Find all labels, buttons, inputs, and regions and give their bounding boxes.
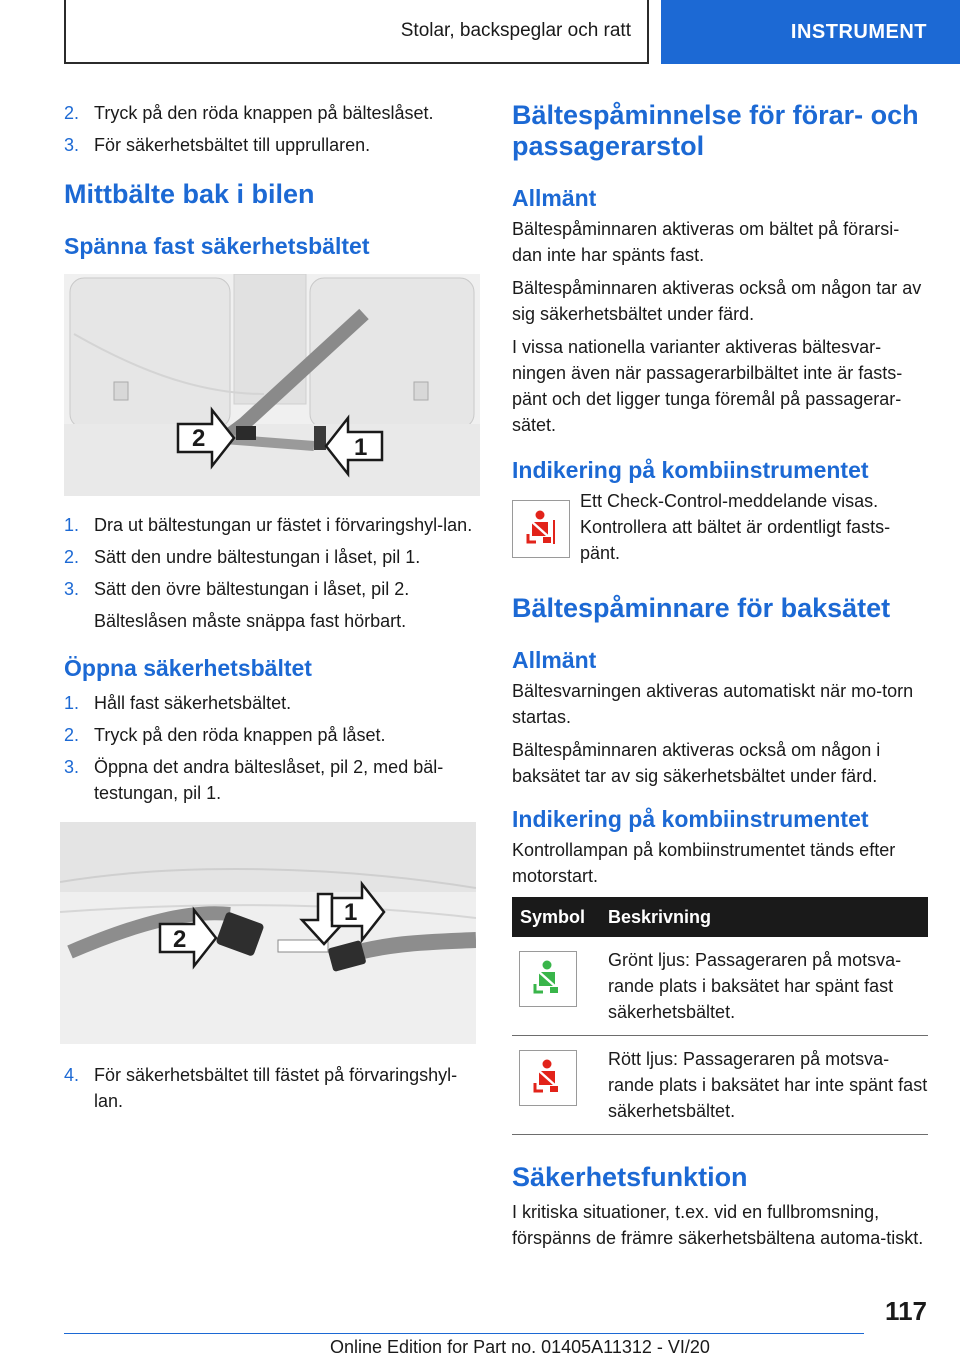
indicator-row	[512, 488, 928, 566]
seatbelt-green-icon	[519, 951, 577, 1007]
step-number: 1.	[64, 515, 80, 535]
list-item	[64, 754, 482, 806]
list-item	[64, 100, 482, 126]
body-paragraph: Kontrollampan på kombiinstrumentet tänds efter motorstart.	[512, 840, 896, 886]
step-number: 2.	[64, 103, 80, 123]
symbol-cell	[512, 1036, 604, 1135]
right-column	[512, 100, 928, 1258]
figure-label-1: 1	[354, 434, 368, 461]
step-text: Öppna det andra bälteslåset, pil 2, med bäl-testungan, pil 1.	[94, 757, 444, 803]
step-number: 1.	[64, 693, 80, 713]
step-number: 3.	[64, 757, 80, 777]
footer-divider	[64, 1333, 864, 1334]
list-item	[64, 544, 482, 570]
edition-text: Online Edition for Part no. 01405A11312 - VI/20	[330, 1337, 710, 1357]
heading-center-belt: Mittbälte bak i bilen	[64, 179, 315, 209]
table-header-row	[512, 897, 928, 937]
subheading-general: Allmänt	[512, 647, 597, 673]
figure-label-2: 2	[173, 926, 187, 953]
list-item	[64, 690, 482, 716]
step-number: 3.	[64, 579, 80, 599]
step-text: Dra ut bältestungan ur fästet i förvaringshyl-lan.	[94, 515, 473, 535]
table-row	[512, 937, 928, 1036]
left-column	[64, 100, 482, 1120]
figure-label-1: 1	[344, 899, 358, 926]
section-title: Stolar, backspeglar och ratt	[400, 20, 631, 41]
column-header-description: Beskrivning	[604, 897, 928, 937]
step-text: För säkerhetsbältet till upprullaren.	[94, 135, 371, 155]
step-number: 2.	[64, 547, 80, 567]
body-paragraph: Bältespåminnaren aktiveras också om någon i baksätet tar av sig säkerhetsbältet under färd.	[512, 740, 881, 786]
column-header-symbol: Symbol	[512, 897, 604, 937]
seatbelt-red-icon	[519, 1050, 577, 1106]
chapter-title: INSTRUMENT	[790, 20, 927, 43]
heading-open-belt: Öppna säkerhetsbältet	[64, 655, 312, 681]
figure-label-2: 2	[192, 425, 206, 452]
step-text: Sätt den övre bältestungan i låset, pil 2.	[94, 579, 410, 599]
heading-rear-reminder: Bältespåminnare för baksätet	[512, 593, 891, 623]
seatbelt-warning-icon	[512, 500, 570, 558]
page-number: 117	[885, 1296, 927, 1326]
list-item	[64, 1062, 482, 1114]
step-number: 2.	[64, 725, 80, 745]
step-text: Tryck på den röda knappen på bälteslåset.	[94, 103, 434, 123]
heading-fasten-belt: Spänna fast säkerhetsbältet	[64, 233, 370, 259]
fasten-note: Bälteslåsen måste snäppa fast hörbart.	[94, 611, 407, 631]
subheading-indicator: Indikering på kombiinstrumentet	[512, 457, 869, 483]
chapter-tab[interactable]	[661, 0, 960, 64]
body-paragraph: Bältespåminnaren aktiveras också om någon tar av sig säkerhetsbältet under färd.	[512, 278, 922, 324]
body-paragraph: I kritiska situationer, t.ex. vid en fullbromsning, förspänns de främre säkerhetsbältena automa-tiskt.	[512, 1202, 924, 1248]
seatbelt-open-figure	[60, 822, 476, 1044]
step-number: 3.	[64, 135, 80, 155]
heading-driver-reminder: Bältespåminnelse för förar- och passagerarstol	[512, 100, 919, 161]
list-item	[64, 512, 482, 538]
body-paragraph: I vissa nationella varianter aktiveras bältesvar-ningen även när passagerarbilbältet inte är fasts-pänt och det ligger tunga föremål på passagerar-sätet.	[512, 337, 903, 435]
body-paragraph: Bältesvarningen aktiveras automatiskt när mo-torn startas.	[512, 681, 914, 727]
list-item	[64, 722, 482, 748]
section-tab[interactable]	[64, 0, 649, 64]
description-cell: Grönt ljus: Passageraren på motsva-rande plats i baksätet har spänt fast säkerhetsbältet.	[604, 937, 928, 1036]
step-text: Tryck på den röda knappen på låset.	[94, 725, 386, 745]
symbol-table	[512, 897, 928, 1135]
heading-safety-function: Säkerhetsfunktion	[512, 1162, 748, 1192]
subheading-general: Allmänt	[512, 185, 597, 211]
table-row	[512, 1036, 928, 1135]
list-item	[64, 132, 482, 158]
indicator-description: Ett Check-Control-meddelande visas. Kontrollera att bältet är ordentligt fasts-pänt.	[580, 491, 891, 563]
step-text: För säkerhetsbältet till fästet på förvaringshyl-lan.	[94, 1065, 458, 1111]
seatbelt-fasten-figure	[64, 274, 480, 496]
subheading-indicator: Indikering på kombiinstrumentet	[512, 806, 869, 832]
step-number: 4.	[64, 1065, 80, 1085]
body-paragraph: Bältespåminnaren aktiveras om bältet på förarsi-dan inte har spänts fast.	[512, 219, 900, 265]
symbol-cell	[512, 937, 604, 1036]
step-text: Sätt den undre bältestungan i låset, pil 1.	[94, 547, 421, 567]
step-text: Håll fast säkerhetsbältet.	[94, 693, 292, 713]
list-item	[64, 576, 482, 602]
description-cell: Rött ljus: Passageraren på motsva-rande plats i baksätet har inte spänt fast säkerhetsbältet.	[604, 1036, 928, 1135]
